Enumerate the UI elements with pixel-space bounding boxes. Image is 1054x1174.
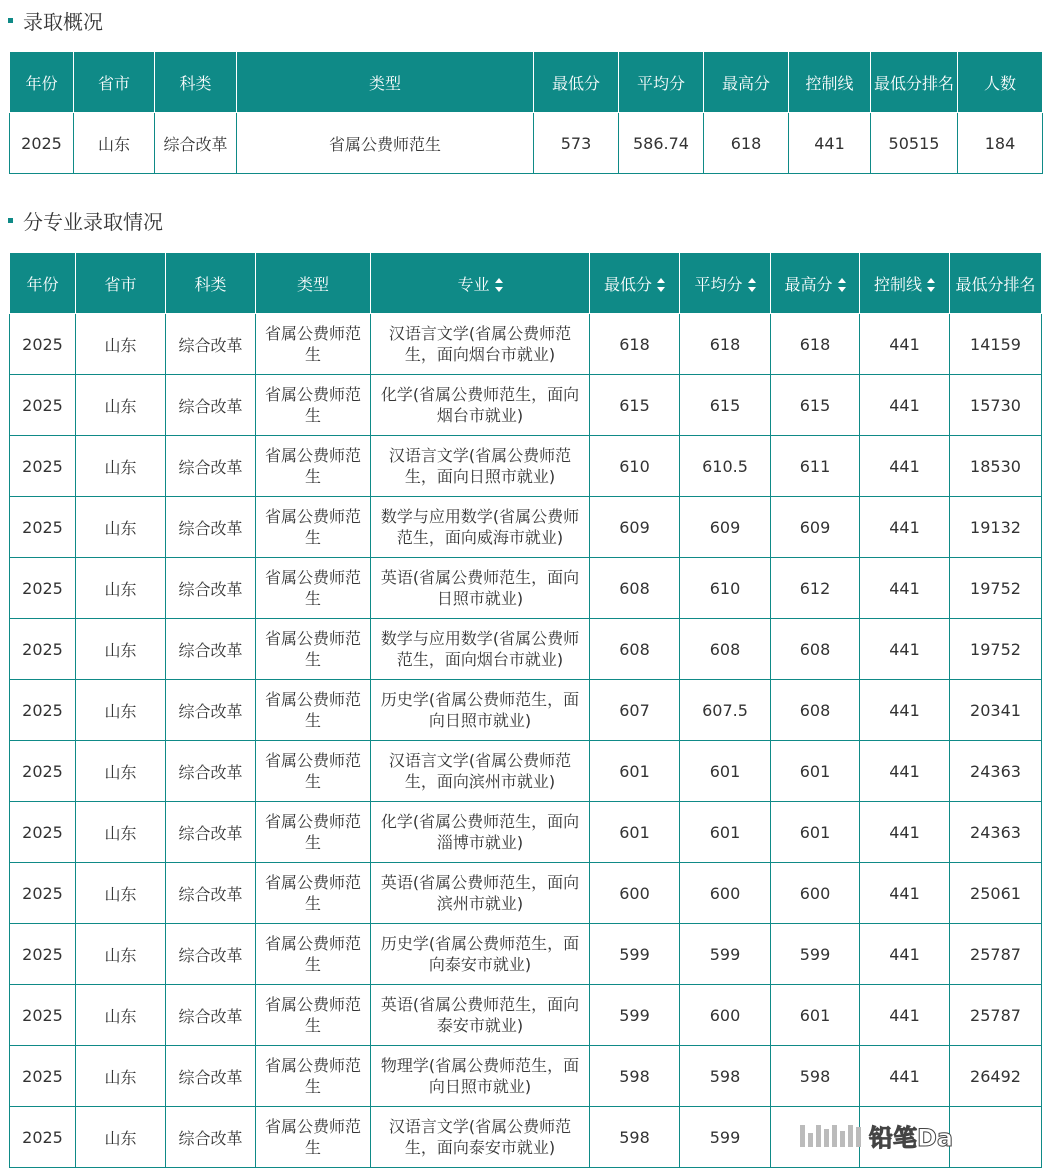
- majors-cell: 609: [680, 497, 771, 558]
- majors-cell: 山东: [76, 985, 166, 1046]
- majors-cell: 20341: [950, 680, 1042, 741]
- overview-cell: 综合改革: [155, 113, 237, 174]
- table-row: [10, 802, 1042, 863]
- majors-cell: 省属公费师范生: [256, 802, 371, 863]
- sort-icon[interactable]: [748, 278, 756, 292]
- majors-cell: 省属公费师范生: [256, 1107, 371, 1168]
- majors-header-cell[interactable]: [590, 253, 680, 314]
- overview-section-title: [8, 6, 103, 35]
- majors-cell: 汉语言文学(省属公费师范生，面向滨州市就业): [371, 741, 590, 802]
- majors-cell: 601: [590, 741, 680, 802]
- overview-header-cell: 年份: [10, 52, 74, 113]
- majors-cell: 599: [680, 924, 771, 985]
- sort-icon[interactable]: [838, 278, 846, 292]
- majors-cell: 24363: [950, 741, 1042, 802]
- overview-cell: 573: [534, 113, 619, 174]
- majors-cell: 599: [590, 924, 680, 985]
- majors-cell: 2025: [10, 802, 76, 863]
- majors-cell: 2025: [10, 375, 76, 436]
- table-row: [10, 497, 1042, 558]
- majors-cell: 省属公费师范生: [256, 497, 371, 558]
- table-row: [10, 1046, 1042, 1107]
- majors-cell: 601: [590, 802, 680, 863]
- majors-cell: 山东: [76, 1107, 166, 1168]
- majors-cell: 615: [771, 375, 860, 436]
- majors-cell: 25787: [950, 924, 1042, 985]
- majors-cell: 19752: [950, 558, 1042, 619]
- overview-header-cell: 最高分: [704, 52, 789, 113]
- watermark-text: 铅笔Da: [869, 1124, 954, 1152]
- overview-header-cell: 最低分排名: [871, 52, 958, 113]
- majors-cell: 综合改革: [166, 314, 256, 375]
- majors-cell: 600: [680, 985, 771, 1046]
- majors-cell: 历史学(省属公费师范生，面向泰安市就业): [371, 924, 590, 985]
- sort-icon[interactable]: [927, 278, 935, 292]
- majors-cell: 598: [590, 1046, 680, 1107]
- header-label: 科类: [194, 274, 227, 294]
- majors-cell: 山东: [76, 619, 166, 680]
- majors-cell: 601: [771, 802, 860, 863]
- majors-cell: 441: [860, 863, 950, 924]
- header-label: 最低分: [603, 274, 652, 294]
- majors-cell: 综合改革: [166, 558, 256, 619]
- majors-header-cell[interactable]: [771, 253, 860, 314]
- majors-cell: 441: [860, 436, 950, 497]
- table-row: [10, 863, 1042, 924]
- majors-cell: 2025: [10, 680, 76, 741]
- majors-header-cell: [76, 253, 166, 314]
- majors-cell: 618: [590, 314, 680, 375]
- majors-cell: 610: [590, 436, 680, 497]
- majors-cell: 省属公费师范生: [256, 436, 371, 497]
- majors-cell: 综合改革: [166, 1107, 256, 1168]
- majors-cell: 汉语言文学(省属公费师范生，面向日照市就业): [371, 436, 590, 497]
- majors-cell: 山东: [76, 741, 166, 802]
- overview-cell: 184: [958, 113, 1043, 174]
- majors-cell: 610: [680, 558, 771, 619]
- majors-cell: 441: [860, 497, 950, 558]
- table-row: [10, 741, 1042, 802]
- bullet-square-icon: [8, 18, 13, 23]
- header-label: 类型: [296, 274, 329, 294]
- overview-header-cell: 平均分: [619, 52, 704, 113]
- majors-cell: 综合改革: [166, 741, 256, 802]
- majors-cell: 612: [771, 558, 860, 619]
- majors-cell: 省属公费师范生: [256, 1046, 371, 1107]
- overview-header-cell: 类型: [237, 52, 534, 113]
- table-row: [10, 436, 1042, 497]
- majors-cell: 610.5: [680, 436, 771, 497]
- majors-cell: 2025: [10, 741, 76, 802]
- majors-cell: 2025: [10, 436, 76, 497]
- majors-header-cell: [166, 253, 256, 314]
- majors-cell: 2025: [10, 558, 76, 619]
- majors-cell: 608: [680, 619, 771, 680]
- overview-cell: 586.74: [619, 113, 704, 174]
- majors-cell: 609: [590, 497, 680, 558]
- majors-cell: 化学(省属公费师范生，面向淄博市就业): [371, 802, 590, 863]
- majors-cell: 2025: [10, 863, 76, 924]
- majors-cell: 综合改革: [166, 619, 256, 680]
- majors-cell: 441: [860, 619, 950, 680]
- majors-cell: 省属公费师范生: [256, 680, 371, 741]
- majors-cell: 山东: [76, 924, 166, 985]
- majors-cell: 省属公费师范生: [256, 924, 371, 985]
- header-label: 平均分: [694, 274, 743, 294]
- majors-cell: 25061: [950, 863, 1042, 924]
- majors-header-cell: [950, 253, 1042, 314]
- overview-cell: 山东: [74, 113, 155, 174]
- majors-cell: 600: [590, 863, 680, 924]
- majors-cell: 山东: [76, 497, 166, 558]
- sort-icon[interactable]: [495, 278, 503, 292]
- majors-cell: 2025: [10, 985, 76, 1046]
- majors-cell: 综合改革: [166, 1046, 256, 1107]
- table-row: [10, 375, 1042, 436]
- majors-cell: 山东: [76, 802, 166, 863]
- majors-header-cell[interactable]: [371, 253, 590, 314]
- majors-cell: 省属公费师范生: [256, 741, 371, 802]
- overview-header-cell: 最低分: [534, 52, 619, 113]
- majors-cell: 600: [680, 863, 771, 924]
- majors-header-cell[interactable]: [860, 253, 950, 314]
- majors-cell: 综合改革: [166, 436, 256, 497]
- overview-cell: 618: [704, 113, 789, 174]
- majors-cell: 山东: [76, 558, 166, 619]
- majors-cell: 441: [860, 314, 950, 375]
- majors-cell: 607: [590, 680, 680, 741]
- majors-cell: 608: [771, 619, 860, 680]
- header-label: 专业: [457, 274, 490, 294]
- majors-cell: 2025: [10, 924, 76, 985]
- majors-cell: 山东: [76, 375, 166, 436]
- majors-cell: 综合改革: [166, 375, 256, 436]
- majors-cell: 综合改革: [166, 802, 256, 863]
- majors-cell: 省属公费师范生: [256, 619, 371, 680]
- majors-cell: 19132: [950, 497, 1042, 558]
- majors-cell: 山东: [76, 863, 166, 924]
- header-label: 年份: [26, 274, 59, 294]
- majors-cell: 综合改革: [166, 680, 256, 741]
- majors-cell: 英语(省属公费师范生，面向滨州市就业): [371, 863, 590, 924]
- majors-cell: 18530: [950, 436, 1042, 497]
- majors-cell: 441: [860, 558, 950, 619]
- majors-cell: 441: [860, 1046, 950, 1107]
- majors-cell: 26492: [950, 1046, 1042, 1107]
- majors-cell: 601: [680, 802, 771, 863]
- majors-header-cell[interactable]: [680, 253, 771, 314]
- majors-cell: 综合改革: [166, 497, 256, 558]
- majors-cell: 598: [680, 1046, 771, 1107]
- majors-header-cell: [10, 253, 76, 314]
- majors-cell: 608: [590, 558, 680, 619]
- majors-cell: 历史学(省属公费师范生，面向日照市就业): [371, 680, 590, 741]
- header-label: 最高分: [784, 274, 833, 294]
- majors-cell: 615: [680, 375, 771, 436]
- majors-cell: 599: [680, 1107, 771, 1168]
- overview-title: 录取概况: [23, 10, 103, 34]
- overview-header-cell: 省市: [74, 52, 155, 113]
- majors-cell: 615: [590, 375, 680, 436]
- majors-cell: 598: [771, 1046, 860, 1107]
- majors-cell: 综合改革: [166, 985, 256, 1046]
- majors-cell: 600: [771, 863, 860, 924]
- majors-cell: 618: [771, 314, 860, 375]
- majors-cell: 441: [860, 375, 950, 436]
- majors-cell: [950, 1107, 1042, 1168]
- majors-cell: 省属公费师范生: [256, 314, 371, 375]
- table-row: [10, 558, 1042, 619]
- table-row: [10, 113, 1043, 174]
- overview-cell: 2025: [10, 113, 74, 174]
- majors-cell: 2025: [10, 497, 76, 558]
- overview-header-cell: 科类: [155, 52, 237, 113]
- overview-cell: 省属公费师范生: [237, 113, 534, 174]
- majors-title: 分专业录取情况: [23, 210, 163, 234]
- majors-cell: 14159: [950, 314, 1042, 375]
- majors-cell: 599: [771, 924, 860, 985]
- majors-cell: 省属公费师范生: [256, 863, 371, 924]
- majors-cell: 441: [860, 924, 950, 985]
- majors-cell: 599: [590, 985, 680, 1046]
- majors-cell: 省属公费师范生: [256, 558, 371, 619]
- table-row: [10, 314, 1042, 375]
- majors-cell: 609: [771, 497, 860, 558]
- watermark-bars-icon: [800, 1125, 861, 1147]
- overview-cell: 441: [789, 113, 871, 174]
- majors-header-cell: [256, 253, 371, 314]
- majors-cell: 2025: [10, 1046, 76, 1107]
- majors-cell: 数学与应用数学(省属公费师范生，面向威海市就业): [371, 497, 590, 558]
- majors-cell: 598: [590, 1107, 680, 1168]
- majors-cell: 441: [860, 741, 950, 802]
- majors-cell: 汉语言文学(省属公费师范生，面向泰安市就业): [371, 1107, 590, 1168]
- majors-cell: 英语(省属公费师范生，面向泰安市就业): [371, 985, 590, 1046]
- majors-cell: 化学(省属公费师范生，面向烟台市就业): [371, 375, 590, 436]
- majors-cell: 441: [860, 680, 950, 741]
- sort-icon[interactable]: [657, 278, 665, 292]
- bullet-square-icon: [8, 218, 13, 223]
- header-label: 最低分排名: [955, 274, 1036, 294]
- majors-cell: 山东: [76, 314, 166, 375]
- majors-cell: 608: [771, 680, 860, 741]
- majors-cell: 2025: [10, 314, 76, 375]
- majors-cell: 618: [680, 314, 771, 375]
- majors-cell: 综合改革: [166, 863, 256, 924]
- majors-cell: 441: [860, 802, 950, 863]
- majors-cell: 英语(省属公费师范生，面向日照市就业): [371, 558, 590, 619]
- majors-cell: 611: [771, 436, 860, 497]
- overview-header-cell: 控制线: [789, 52, 871, 113]
- majors-cell: 2025: [10, 1107, 76, 1168]
- table-row: [10, 680, 1042, 741]
- table-row: [10, 924, 1042, 985]
- majors-cell: 441: [860, 985, 950, 1046]
- header-label: 省市: [104, 274, 137, 294]
- table-row: [10, 619, 1042, 680]
- majors-cell: 608: [590, 619, 680, 680]
- table-row: [10, 985, 1042, 1046]
- majors-cell: 综合改革: [166, 924, 256, 985]
- majors-cell: 607.5: [680, 680, 771, 741]
- majors-section-title: [8, 206, 163, 235]
- majors-cell: 省属公费师范生: [256, 985, 371, 1046]
- overview-table: [9, 51, 1043, 174]
- majors-table: [9, 252, 1042, 1168]
- majors-cell: 省属公费师范生: [256, 375, 371, 436]
- majors-cell: 数学与应用数学(省属公费师范生，面向烟台市就业): [371, 619, 590, 680]
- majors-cell: 601: [771, 741, 860, 802]
- majors-cell: 山东: [76, 436, 166, 497]
- majors-cell: 19752: [950, 619, 1042, 680]
- majors-cell: 15730: [950, 375, 1042, 436]
- majors-cell: 汉语言文学(省属公费师范生，面向烟台市就业): [371, 314, 590, 375]
- majors-cell: 山东: [76, 1046, 166, 1107]
- header-label: 控制线: [873, 274, 922, 294]
- majors-cell: 2025: [10, 619, 76, 680]
- majors-cell: 24363: [950, 802, 1042, 863]
- majors-cell: 601: [680, 741, 771, 802]
- watermark: [800, 1118, 953, 1153]
- majors-cell: 601: [771, 985, 860, 1046]
- overview-cell: 50515: [871, 113, 958, 174]
- overview-header-cell: 人数: [958, 52, 1043, 113]
- majors-cell: 25787: [950, 985, 1042, 1046]
- majors-cell: 物理学(省属公费师范生，面向日照市就业): [371, 1046, 590, 1107]
- majors-cell: 山东: [76, 680, 166, 741]
